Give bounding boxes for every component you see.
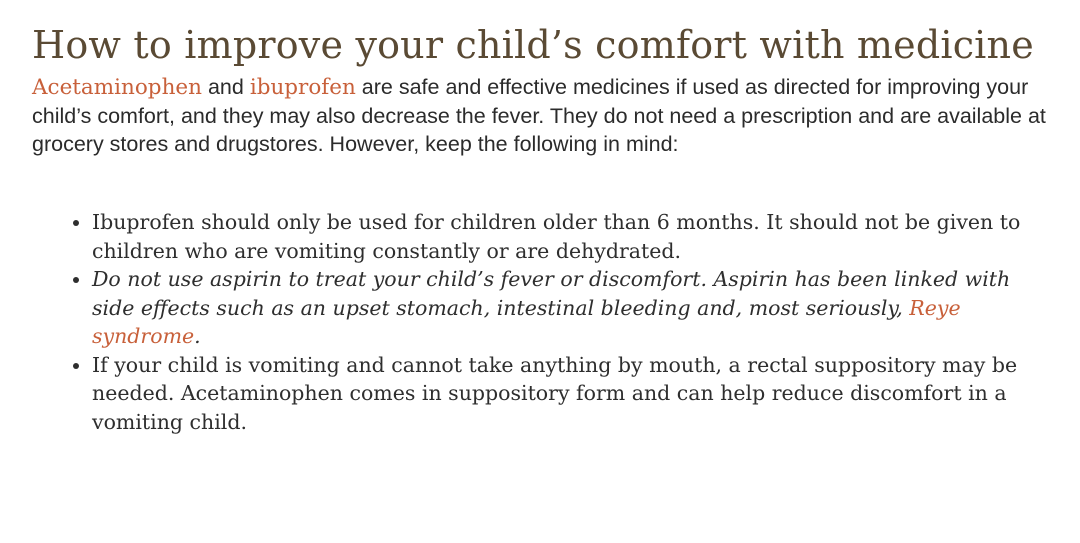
intro-text-and: and	[201, 75, 250, 99]
intro-paragraph	[32, 73, 1052, 158]
ibuprofen-link[interactable]: ibuprofen	[249, 75, 356, 100]
guidance-list	[32, 208, 1052, 436]
list-item-aspirin-warning	[92, 265, 1052, 351]
list-item-ibuprofen-age: • Ibuprofen should only be used for children older than 6 months. It should not be given to children who are vomiting constantly or are dehydrated.	[92, 208, 1052, 265]
aspirin-warning-text: Do not use aspirin to treat your child’s fever or discomfort. Aspirin has been linked with side effects such as an upset stomach, intestinal bleeding and, most seriously,	[92, 267, 1011, 320]
intro-text-rest: are safe and effective medicines if used as directed for improving your child’s comfort, and they may also decrease the fever. They do not need a prescription and are available at grocery stores and drugstores. However, keep the following in mind:	[32, 75, 1046, 156]
acetaminophen-link[interactable]: Acetaminophen	[32, 75, 202, 100]
reye-syndrome-link[interactable]: Reye syndrome	[92, 295, 961, 348]
page-title: How to improve your child’s comfort with medicine	[32, 23, 1034, 67]
aspirin-warning-period: .	[194, 324, 201, 348]
article	[32, 18, 1052, 436]
list-item-suppository: • If your child is vomiting and cannot take anything by mouth, a rectal suppository may be needed. Acetaminophen comes in suppository form and can help reduce discomfort in a vomiting child.	[92, 351, 1052, 437]
